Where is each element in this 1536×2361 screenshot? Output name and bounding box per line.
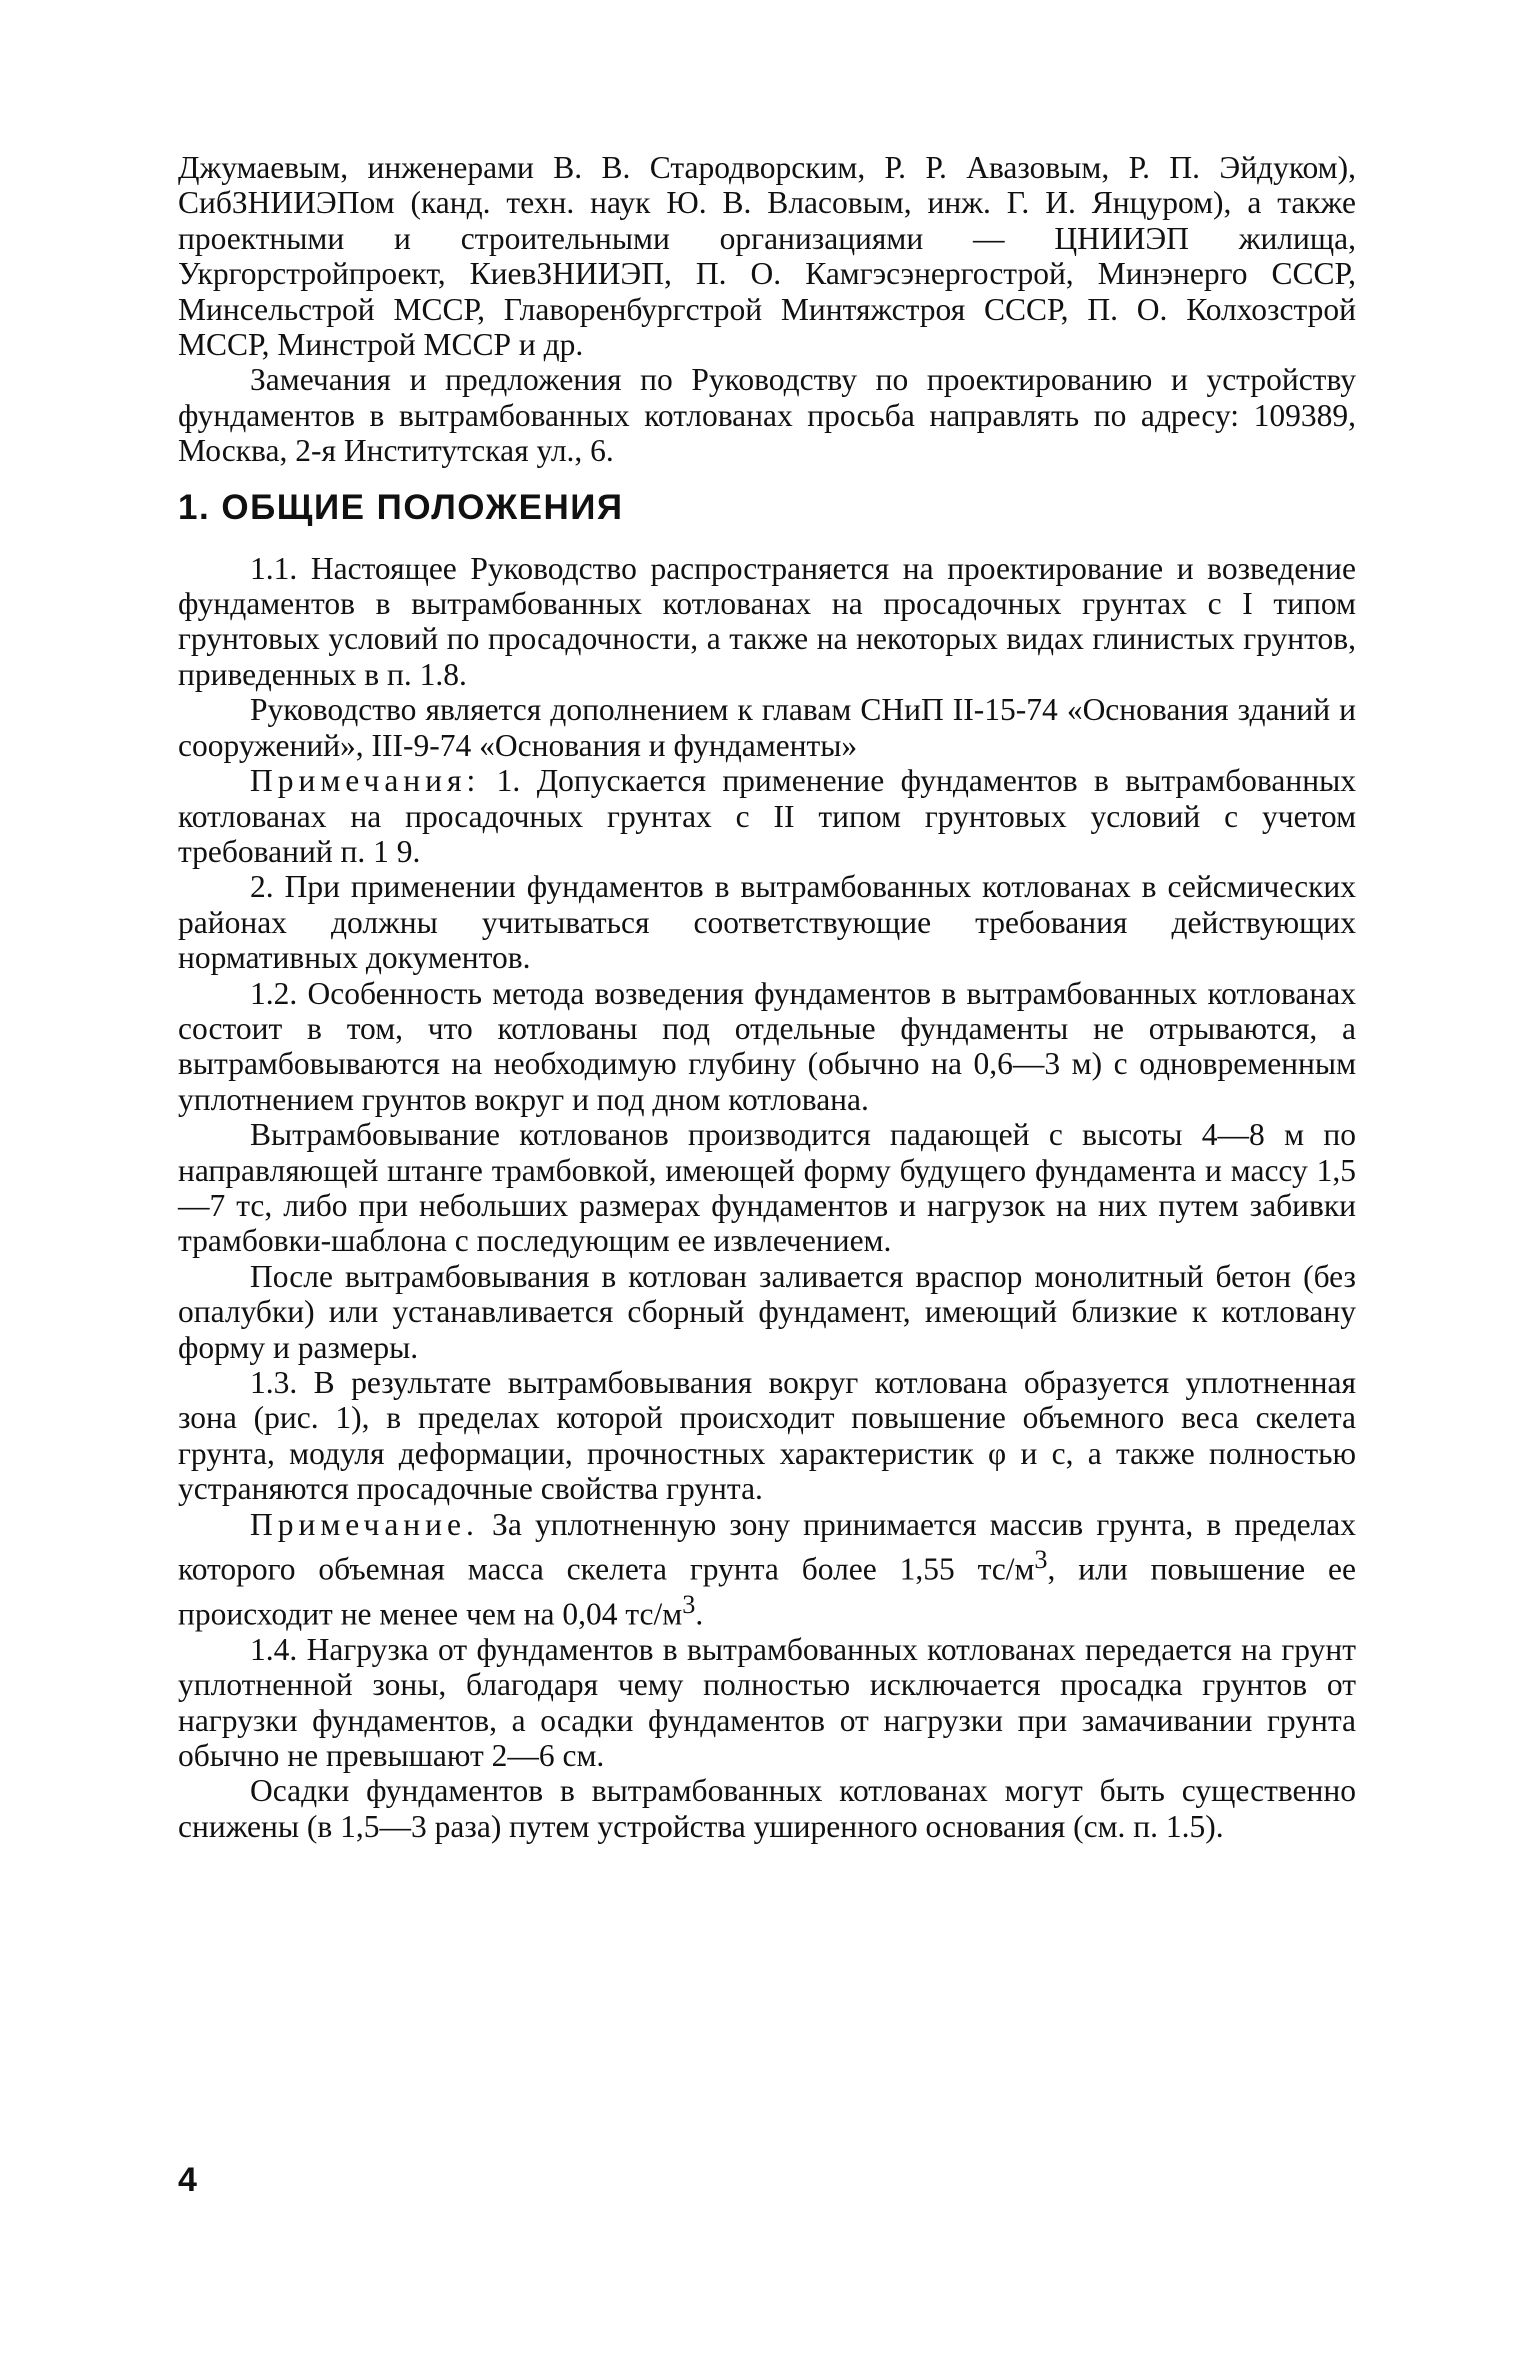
clause-1-2-continuation: Вытрамбовывание котлованов производится падающей с высоты 4—8 м по направляющей штанге трамбовкой, имеющей форму будущего фундамента и массу 1,5—7 тс, либо при небольших размерах фундаментов и нагрузок на них путем забивки трамбовки-шаблона с последующим ее извлечением. [178,1117,1356,1259]
clause-1-3: 1.3. В результате вытрамбовывания вокруг котлована образуется уплотненная зона (рис. 1), в пределах которой происходит повышение объемного веса скелета грунта, модуля деформации, прочностных характеристик φ и c, а также полностью устраняются просадочные свойства грунта. [178,1365,1356,1507]
notes-item-2: 2. При применении фундаментов в вытрамбованных котлованах в сейсмических районах должны учитываться соответствующие требования действующих нормативных документов. [178,869,1356,976]
clause-1-1-continuation: Руководство является дополнением к главам СНиП II-15-74 «Основания зданий и сооружений», III-9-74 «Основания и фундаменты» [178,692,1356,763]
document-page [178,150,1356,1844]
note-paragraph [178,1507,1356,1632]
notes-item-1: 1. Допускается применение фундаментов в вытрамбованных котлованах на просадочных грунтах с II типом грунтовых условий с учетом требований п. 1 9. [178,763,1356,869]
section-heading: 1. ОБЩИЕ ПОЛОЖЕНИЯ [178,487,624,527]
superscript-1: 3 [1034,1545,1048,1575]
notes-paragraph-1 [178,763,1356,869]
note-label: Примечание. [250,1506,479,1542]
intro-paragraph-1: Джумаевым, инженерами В. В. Стародворским, Р. Р. Авазовым, Р. П. Эйдуком), СибЗНИИЭПом (канд. техн. наук Ю. В. Власовым, инж. Г. И. Янцуром), а также проектными и строительными организациями — ЦНИИЭП жилища, Укргорстройпроект, КиевЗНИИЭП, П. О. Камгэсэнергострой, Минэнерго СССР, Минсельстрой МССР, Главоренбургстрой Минтяжстроя СССР, П. О. Колхозстрой МССР, Минстрой МССР и др. [178,150,1356,363]
clause-1-4: 1.4. Нагрузка от фундаментов в вытрамбованных котлованах передается на грунт уплотненной зоны, благодаря чему полностью исключается просадка грунтов от нагрузки фундаментов, а осадки фундаментов от нагрузки при замачивании грунта обычно не превышают 2—6 см. [178,1631,1356,1774]
clause-1-1: 1.1. Настоящее Руководство распространяется на проектирование и возведение фундаментов в вытрамбованных котлованах на просадочных грунтах с I типом грунтовых условий по просадочности, а также на некоторых видах глинистых грунтов, приведенных в п. 1.8. [178,550,1356,692]
intro-paragraph-2: Замечания и предложения по Руководству по проектированию и устройству фундаментов в вытрамбованных котлованах просьба направлять по адресу: 109389, Москва, 2-я Институтская ул., 6. [178,362,1356,469]
superscript-2: 3 [682,1589,696,1619]
page-number: 4 [178,2161,197,2199]
note-text-part-2: , или повышение ее происходит не менее чем на 0,04 тс/м [178,1551,1356,1632]
clause-1-2-continuation-2: После вытрамбовывания в котлован заливается враспор монолитный бетон (без опалубки) или устанавливается сборный фундамент, имеющий близкие к котловану форму и размеры. [178,1258,1356,1365]
note-text-part-1: За уплотненную зону принимается массив грунта, в пределах которого объемная масса скелета грунта более 1,55 тс/м [178,1506,1357,1587]
note-text-end: . [695,1596,704,1632]
clause-1-4-continuation: Осадки фундаментов в вытрамбованных котлованах могут быть существенно снижены (в 1,5—3 раза) путем устройства уширенного основания (см. п. 1.5). [178,1773,1356,1844]
notes-label: Примечания: [250,763,481,799]
clause-1-2: 1.2. Особенность метода возведения фундаментов в вытрамбованных котлованах состоит в том, что котлованы под отдельные фундаменты не отрываются, а вытрамбовываются на необходимую глубину (обычно на 0,6—3 м) с одновременным уплотнением грунтов вокруг и под дном котлована. [178,975,1356,1117]
